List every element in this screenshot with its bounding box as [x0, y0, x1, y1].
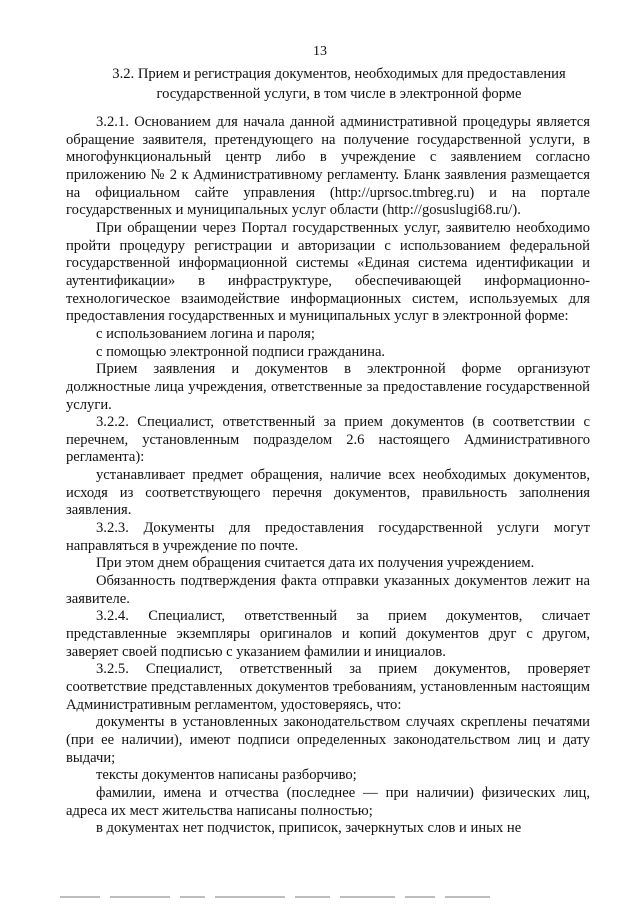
paragraph: документы в установленных законодательством случаях скреплены печатями (при ее наличии), имеют подписи определенных законодательством лиц и дату выдачи; [66, 714, 590, 766]
paragraph: тексты документов написаны разборчиво; [96, 767, 357, 784]
paragraph: 3.2.4. Специалист, ответственный за прием документов, сличает представленные экземпляры оригиналов и копий документов друг с другом, заверяет своей подписью с указанием фамилии и инициалов. [66, 608, 590, 660]
page-number: 13 [313, 44, 327, 59]
paragraph: Обязанность подтверждения факта отправки указанных документов лежит на заявителе. [66, 573, 590, 607]
section-heading: 3.2. Прием и регистрация документов, необходимых для предоставления государственной услуги, в том числе в электронной форме [112, 66, 566, 102]
paragraph: 3.2.2. Специалист, ответственный за прием документов (в соответствии с перечнем, установленным подразделом 2.6 настоящего Административного регламента): [66, 414, 590, 466]
document-body [66, 114, 590, 838]
paragraph: с помощью электронной подписи гражданина. [96, 343, 386, 360]
paragraph: с использованием логина и пароля; [96, 325, 315, 342]
paragraph: 3.2.5. Специалист, ответственный за прием документов, проверяет соответствие представленных документов требованиям, установленным настоящим Административным регламентом, удостоверяясь, что: [66, 661, 590, 713]
paragraph: 3.2.3. Документы для предоставления государственной услуги могут направляться в учреждение по почте. [66, 520, 590, 554]
paragraph: Прием заявления и документов в электронной форме организуют должностные лица учреждения, ответственные за предоставление государственной услуги. [66, 361, 590, 413]
scan-artifact-strip [60, 896, 580, 902]
paragraph: При обращении через Портал государственных услуг, заявителю необходимо пройти процедуру регистрации и авторизации с использованием федеральной государственной информационной системы «Единая система идентификации и аутентификации» в инфраструктуре, обеспечивающей информационно-технологическое взаимодействие информационных систем, используемых для предоставления государственных и муниципальных услуг в электронной форме: [66, 219, 590, 325]
paragraph: устанавливает предмет обращения, наличие всех необходимых документов, исходя из соответствующего перечня документов, правильность заполнения заявления. [66, 467, 590, 519]
paragraph: При этом днем обращения считается дата их получения учреждением. [96, 555, 535, 572]
paragraph: в документах нет подчисток, приписок, зачеркнутых слов и иных не [96, 820, 522, 837]
paragraph: фамилии, имена и отчества (последнее — при наличии) физических лиц, адреса их мест жительства написаны полностью; [66, 784, 590, 819]
paragraph: 3.2.1. Основанием для начала данной административной процедуры является обращение заявителя, претендующего на получение государственной услуги, в многофункциональный центр либо в учреждение с заявлением согласно приложению № 2 к Административному регламенту. Бланк заявления размещается на официальном сайте управления (http://uprsoc.tmbreg.ru) и на портале государственных и муниципальных услуг области (http://gosuslugi68.ru/). [66, 114, 590, 219]
